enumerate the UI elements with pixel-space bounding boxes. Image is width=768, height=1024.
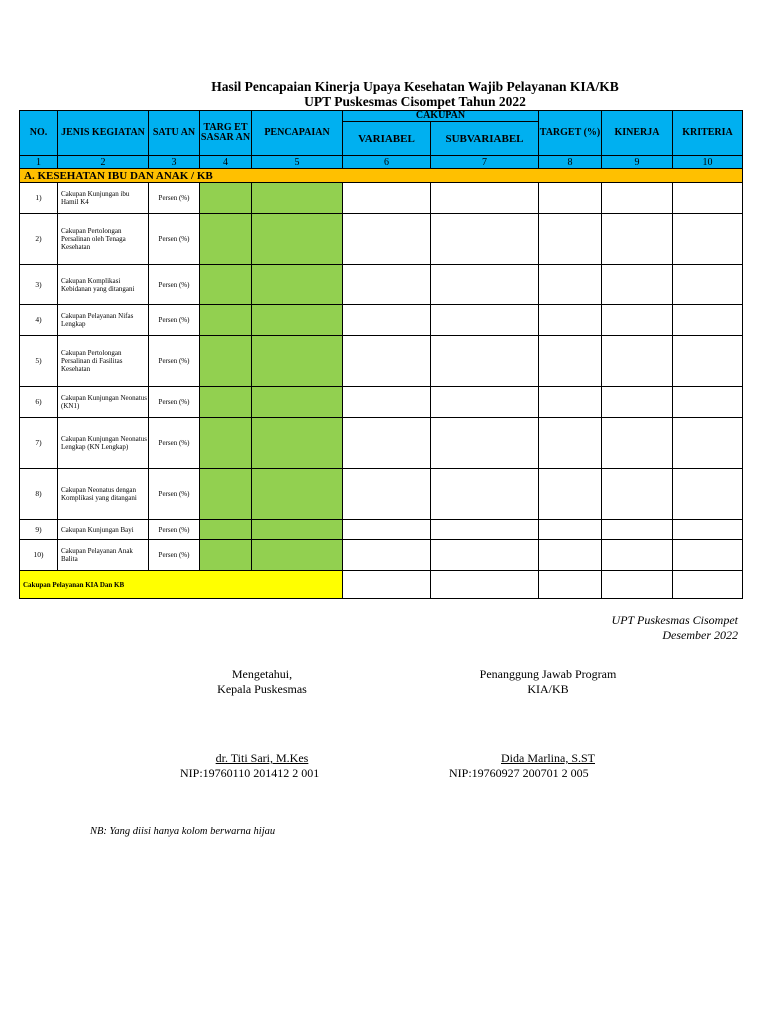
table-row: [20, 418, 743, 469]
table-row: [20, 265, 743, 305]
right-signature-nip: NIP:19760927 200701 2 005: [449, 766, 589, 780]
kinerja-cell[interactable]: [602, 520, 673, 540]
column-number: 4: [200, 156, 252, 169]
kriteria-cell[interactable]: [673, 214, 743, 265]
subvariabel-cell[interactable]: [431, 214, 539, 265]
target-pct-cell[interactable]: [539, 336, 602, 387]
column-number: 2: [58, 156, 149, 169]
subvariabel-cell[interactable]: [431, 469, 539, 520]
kriteria-cell[interactable]: [673, 540, 743, 571]
variabel-cell[interactable]: [343, 469, 431, 520]
row-number: 9): [20, 520, 58, 540]
row-number: 6): [20, 387, 58, 418]
table-row: [20, 305, 743, 336]
unit-cell: Persen (%): [149, 469, 200, 520]
target-sasaran-input[interactable]: [200, 469, 252, 520]
variabel-cell[interactable]: [343, 305, 431, 336]
pencapaian-input[interactable]: [252, 520, 343, 540]
unit-cell: Persen (%): [149, 265, 200, 305]
kriteria-cell[interactable]: [673, 336, 743, 387]
kinerja-cell[interactable]: [602, 540, 673, 571]
header-jenis-kegiatan: JENIS KEGIATAN: [58, 111, 149, 156]
table-row: [20, 387, 743, 418]
row-number: 10): [20, 540, 58, 571]
section-header: A. KESEHATAN IBU DAN ANAK / KB: [20, 169, 743, 183]
target-sasaran-input[interactable]: [200, 305, 252, 336]
unit-cell: Persen (%): [149, 520, 200, 540]
subvariabel-cell[interactable]: [431, 265, 539, 305]
pencapaian-input[interactable]: [252, 265, 343, 305]
kinerja-cell[interactable]: [602, 336, 673, 387]
report-subtitle: UPT Puskesmas Cisompet Tahun 2022: [304, 94, 526, 109]
pencapaian-input[interactable]: [252, 305, 343, 336]
column-number: 7: [431, 156, 539, 169]
target-pct-cell[interactable]: [539, 387, 602, 418]
row-number: 4): [20, 305, 58, 336]
activity-name: Cakupan Pertolongan Persalinan oleh Tenaga Kesehatan: [58, 214, 149, 265]
target-sasaran-input[interactable]: [200, 336, 252, 387]
table-row: [20, 469, 743, 520]
target-sasaran-input[interactable]: [200, 387, 252, 418]
header-cakupan: CAKUPAN: [343, 111, 539, 122]
activity-name: Cakupan Pelayanan Nifas Lengkap: [58, 305, 149, 336]
target-sasaran-input[interactable]: [200, 540, 252, 571]
header-satuan: SATU AN: [149, 111, 200, 156]
table-row: [20, 336, 743, 387]
unit-cell: Persen (%): [149, 418, 200, 469]
summary-subvariabel-cell[interactable]: [431, 571, 539, 599]
unit-cell: Persen (%): [149, 305, 200, 336]
kriteria-cell[interactable]: [673, 183, 743, 214]
left-signature-nip: NIP:19760110 201412 2 001: [180, 766, 320, 780]
column-number: 10: [673, 156, 743, 169]
subvariabel-cell[interactable]: [431, 183, 539, 214]
kriteria-cell[interactable]: [673, 265, 743, 305]
subvariabel-cell[interactable]: [431, 540, 539, 571]
kinerja-cell[interactable]: [602, 214, 673, 265]
target-sasaran-input[interactable]: [200, 520, 252, 540]
subvariabel-cell[interactable]: [431, 336, 539, 387]
column-number: 3: [149, 156, 200, 169]
left-signature-role: Kepala Puskesmas: [217, 682, 307, 696]
subvariabel-cell[interactable]: [431, 387, 539, 418]
left-signature-name: dr. Titi Sari, M.Kes: [215, 751, 309, 765]
left-signature-label: Mengetahui,: [231, 667, 293, 681]
column-number-row: [20, 156, 743, 169]
right-signature-role: KIA/KB: [527, 682, 569, 696]
pencapaian-input[interactable]: [252, 418, 343, 469]
target-pct-cell[interactable]: [539, 540, 602, 571]
target-sasaran-input[interactable]: [200, 265, 252, 305]
column-number: 8: [539, 156, 602, 169]
note-text: NB: Yang diisi hanya kolom berwarna hijau: [90, 826, 276, 837]
activity-name: Cakupan Kunjungan Neonatus (KN1): [58, 387, 149, 418]
unit-cell: Persen (%): [149, 183, 200, 214]
variabel-cell[interactable]: [343, 336, 431, 387]
pencapaian-input[interactable]: [252, 540, 343, 571]
kinerja-cell[interactable]: [602, 418, 673, 469]
pencapaian-input[interactable]: [252, 387, 343, 418]
unit-cell: Persen (%): [149, 336, 200, 387]
summary-variabel-cell[interactable]: [343, 571, 431, 599]
table-row: [20, 214, 743, 265]
variabel-cell[interactable]: [343, 540, 431, 571]
summary-kinerja-cell[interactable]: [602, 571, 673, 599]
kinerja-cell[interactable]: [602, 183, 673, 214]
activity-name: Cakupan Pelayanan Anak Balita: [58, 540, 149, 571]
target-pct-cell[interactable]: [539, 265, 602, 305]
row-number: 7): [20, 418, 58, 469]
kriteria-cell[interactable]: [673, 305, 743, 336]
unit-cell: Persen (%): [149, 214, 200, 265]
unit-cell: Persen (%): [149, 540, 200, 571]
right-signature-label: Penanggung Jawab Program: [479, 667, 617, 681]
target-pct-cell[interactable]: [539, 418, 602, 469]
right-signature-name: Dida Marlina, S.ST: [501, 751, 595, 765]
variabel-cell[interactable]: [343, 418, 431, 469]
pencapaian-input[interactable]: [252, 183, 343, 214]
variabel-cell[interactable]: [343, 214, 431, 265]
subvariabel-cell[interactable]: [431, 305, 539, 336]
report-title: Hasil Pencapaian Kinerja Upaya Kesehatan Wajib Pelayanan KIA/KB: [211, 79, 619, 94]
kriteria-cell[interactable]: [673, 469, 743, 520]
place-text: UPT Puskesmas Cisompet: [611, 613, 738, 627]
variabel-cell[interactable]: [343, 265, 431, 305]
header-variabel: VARIABEL: [343, 122, 431, 156]
subvariabel-cell[interactable]: [431, 520, 539, 540]
row-number: 3): [20, 265, 58, 305]
summary-kriteria-cell[interactable]: [673, 571, 743, 599]
pencapaian-input[interactable]: [252, 214, 343, 265]
activity-name: Cakupan Kunjungan Neonatus Lengkap (KN Lengkap): [58, 418, 149, 469]
kriteria-cell[interactable]: [673, 418, 743, 469]
kinerja-cell[interactable]: [602, 387, 673, 418]
pencapaian-input[interactable]: [252, 469, 343, 520]
kriteria-cell[interactable]: [673, 387, 743, 418]
target-pct-cell[interactable]: [539, 214, 602, 265]
kriteria-cell[interactable]: [673, 520, 743, 540]
summary-label: Cakupan Pelayanan KIA Dan KB: [20, 571, 343, 599]
target-pct-cell[interactable]: [539, 305, 602, 336]
table-row: [20, 520, 743, 540]
target-sasaran-input[interactable]: [200, 214, 252, 265]
header-target-sasaran: TARG ET SASAR AN: [200, 111, 252, 156]
table-row: [20, 540, 743, 571]
kinerja-cell[interactable]: [602, 469, 673, 520]
row-number: 1): [20, 183, 58, 214]
pencapaian-input[interactable]: [252, 336, 343, 387]
row-number: 2): [20, 214, 58, 265]
column-number: 9: [602, 156, 673, 169]
activity-name: Cakupan Kunjungan ibu Hamil K4: [58, 183, 149, 214]
table-row: [20, 183, 743, 214]
header-target-pct: TARGET (%): [539, 111, 602, 156]
kinerja-cell[interactable]: [602, 305, 673, 336]
subvariabel-cell[interactable]: [431, 418, 539, 469]
target-pct-cell[interactable]: [539, 469, 602, 520]
summary-target-cell[interactable]: [539, 571, 602, 599]
activity-name: Cakupan Komplikasi Kebidanan yang ditangani: [58, 265, 149, 305]
activity-name: Cakupan Neonatus dengan Komplikasi yang ditangani: [58, 469, 149, 520]
target-pct-cell[interactable]: [539, 183, 602, 214]
column-number: 6: [343, 156, 431, 169]
unit-cell: Persen (%): [149, 387, 200, 418]
target-sasaran-input[interactable]: [200, 183, 252, 214]
header-pencapaian: PENCAPAIAN: [252, 111, 343, 156]
variabel-cell[interactable]: [343, 387, 431, 418]
activity-name: Cakupan Pertolongan Persalinan di Fasilitas Kesehatan: [58, 336, 149, 387]
row-number: 5): [20, 336, 58, 387]
column-number: 5: [252, 156, 343, 169]
kinerja-cell[interactable]: [602, 265, 673, 305]
target-pct-cell[interactable]: [539, 520, 602, 540]
activity-name: Cakupan Kunjungan Bayi: [58, 520, 149, 540]
header-no: NO.: [20, 111, 58, 156]
target-sasaran-input[interactable]: [200, 418, 252, 469]
date-text: Desember 2022: [662, 628, 738, 642]
variabel-cell[interactable]: [343, 183, 431, 214]
variabel-cell[interactable]: [343, 520, 431, 540]
row-number: 8): [20, 469, 58, 520]
header-kinerja: KINERJA: [602, 111, 673, 156]
column-number: 1: [20, 156, 58, 169]
performance-table: [19, 110, 743, 599]
header-kriteria: KRITERIA: [673, 111, 743, 156]
header-subvariabel: SUBVARIABEL: [431, 122, 539, 156]
